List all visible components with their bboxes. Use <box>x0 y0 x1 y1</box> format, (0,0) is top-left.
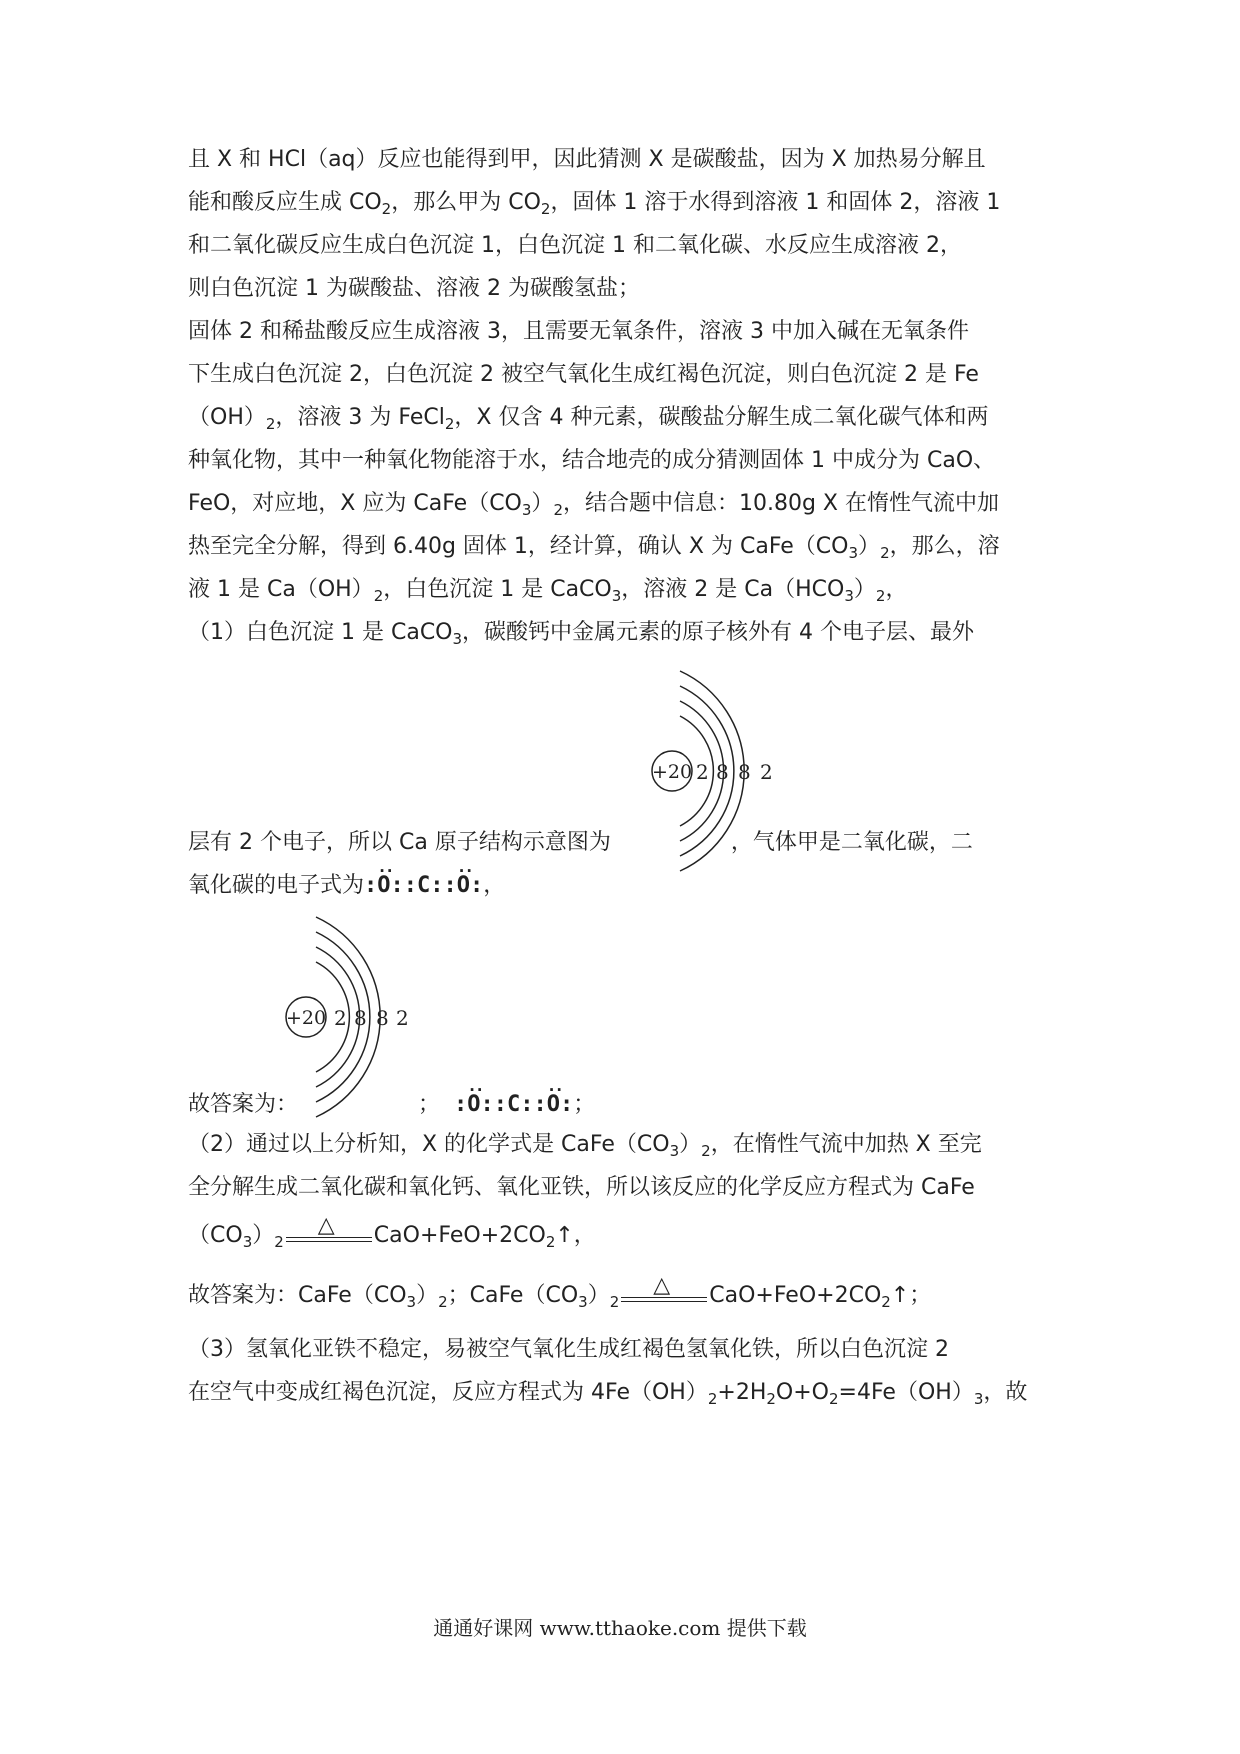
shell-count-3: 8 <box>738 760 751 784</box>
text-line-17: $(CO_3)_2$ △ $CaO+FeO+2CO_2↑$， <box>188 1213 596 1251</box>
text-line-8: 种氧化物，其中一种氧化物能溶于水，结合地壳的成分猜测固体 1 中成分为 CaO、 <box>188 448 996 473</box>
shell-count-1: 2 <box>334 1006 347 1030</box>
text-line-7: $(OH)_2$，溶液 3 为 FeCl$_2$，X 仅含 4 种元素，碳酸盐分解生成二氧化碳气体和两 <box>188 405 989 433</box>
text-line-6: 下生成白色沉淀 2，白色沉淀 2 被空气氧化生成红褐色沉淀，则白色沉淀 2 是 Fe <box>188 362 979 387</box>
text-line-13: 层有 2 个电子，所以 Ca 原子结构示意图为 ，气体甲是二氧化碳，二 <box>188 830 973 855</box>
text-line-19: （3）氢氧化亚铁不稳定，易被空气氧化生成红褐色氢氧化铁，所以白色沉淀 2 <box>188 1337 949 1362</box>
text-line-20: 在空气中变成红褐色沉淀，反应方程式为 $4Fe(OH)_2+2H_2O+O_2=4Fe(OH)_3$，故 <box>188 1380 1028 1408</box>
text-line-16: 全分解生成二氧化碳和氧化钙、氧化亚铁，所以该反应的化学反应方程式为 CaFe <box>188 1175 975 1200</box>
heat-equals-sign-answer: △ <box>621 1285 707 1307</box>
nucleus-charge: +20 <box>651 761 693 783</box>
text-line-5: 固体 2 和稀盐酸反应生成溶液 3，且需要无氧条件，溶液 3 中加入碱在无氧条件 <box>188 319 969 344</box>
text-line-18: 故答案为：$CaFe(CO_3)_2$；$CaFe(CO_3)_2$ △ $CaO+FeO+2CO_2↑$； <box>188 1273 932 1311</box>
shell-count-2: 8 <box>354 1006 367 1030</box>
page-footer: 通通好课网 www.tthaoke.com 提供下载 <box>433 1616 807 1640</box>
shell-count-3: 8 <box>376 1006 389 1030</box>
text-line-3: 和二氧化碳反应生成白色沉淀 1，白色沉淀 1 和二氧化碳、水反应生成溶液 2， <box>188 233 962 258</box>
ca-atom-diagram-answer <box>286 922 436 1112</box>
shell-count-4: 2 <box>396 1006 409 1030</box>
heat-equals-sign: △ <box>286 1225 372 1247</box>
shell-count-1: 2 <box>696 760 709 784</box>
nucleus-charge: +20 <box>285 1007 327 1029</box>
text-line-4: 则白色沉淀 1 为碳酸盐、溶液 2 为碳酸氢盐； <box>188 276 640 301</box>
shell-count-2: 8 <box>716 760 729 784</box>
text-line-11: 液 1 是 $Ca(OH)_2$，白色沉淀 1 是 CaCO$_3$，溶液 2 是 $Ca(HCO_3)_2$， <box>188 577 908 605</box>
text-line-2: 能和酸反应生成 $CO_2$，那么甲为 $CO_2$，固体 1 溶于水得到溶液 1 和固体 2，溶液 1 <box>188 190 1001 218</box>
text-line-15: （2）通过以上分析知，X 的化学式是 $CaFe(CO_3)_2$，在惰性气流中加热 X 至完 <box>188 1132 982 1160</box>
text-line-9: FeO，对应地，X 应为 $CaFe(CO_3)_2$，结合题中信息：10.80g X 在惰性气流中加 <box>188 491 999 519</box>
text-line-12: （1）白色沉淀 1 是 CaCO$_3$，碳酸钙中金属元素的原子核外有 4 个电子层、最外 <box>188 620 975 648</box>
text-line-1: 且 X 和 HCl（aq）反应也能得到甲，因此猜测 X 是碳酸盐，因为 X 加热易分解且 <box>188 147 986 172</box>
text-line-10: 热至完全分解，得到 6.40g 固体 1，经计算，确认 X 为 $CaFe(CO_3)_2$，那么，溶 <box>188 534 1000 562</box>
shell-count-4: 2 <box>760 760 773 784</box>
co2-electron-formula-answer: :·· O::C::·· O: <box>454 1092 573 1117</box>
answer-line-1: 故答案为： ； :·· O::C::·· O:； <box>188 1090 595 1120</box>
text-line-14: 氧化碳的电子式为:·· O::C::·· O:， <box>188 871 505 901</box>
co2-electron-formula: :·· O::C::·· O: <box>364 873 483 898</box>
